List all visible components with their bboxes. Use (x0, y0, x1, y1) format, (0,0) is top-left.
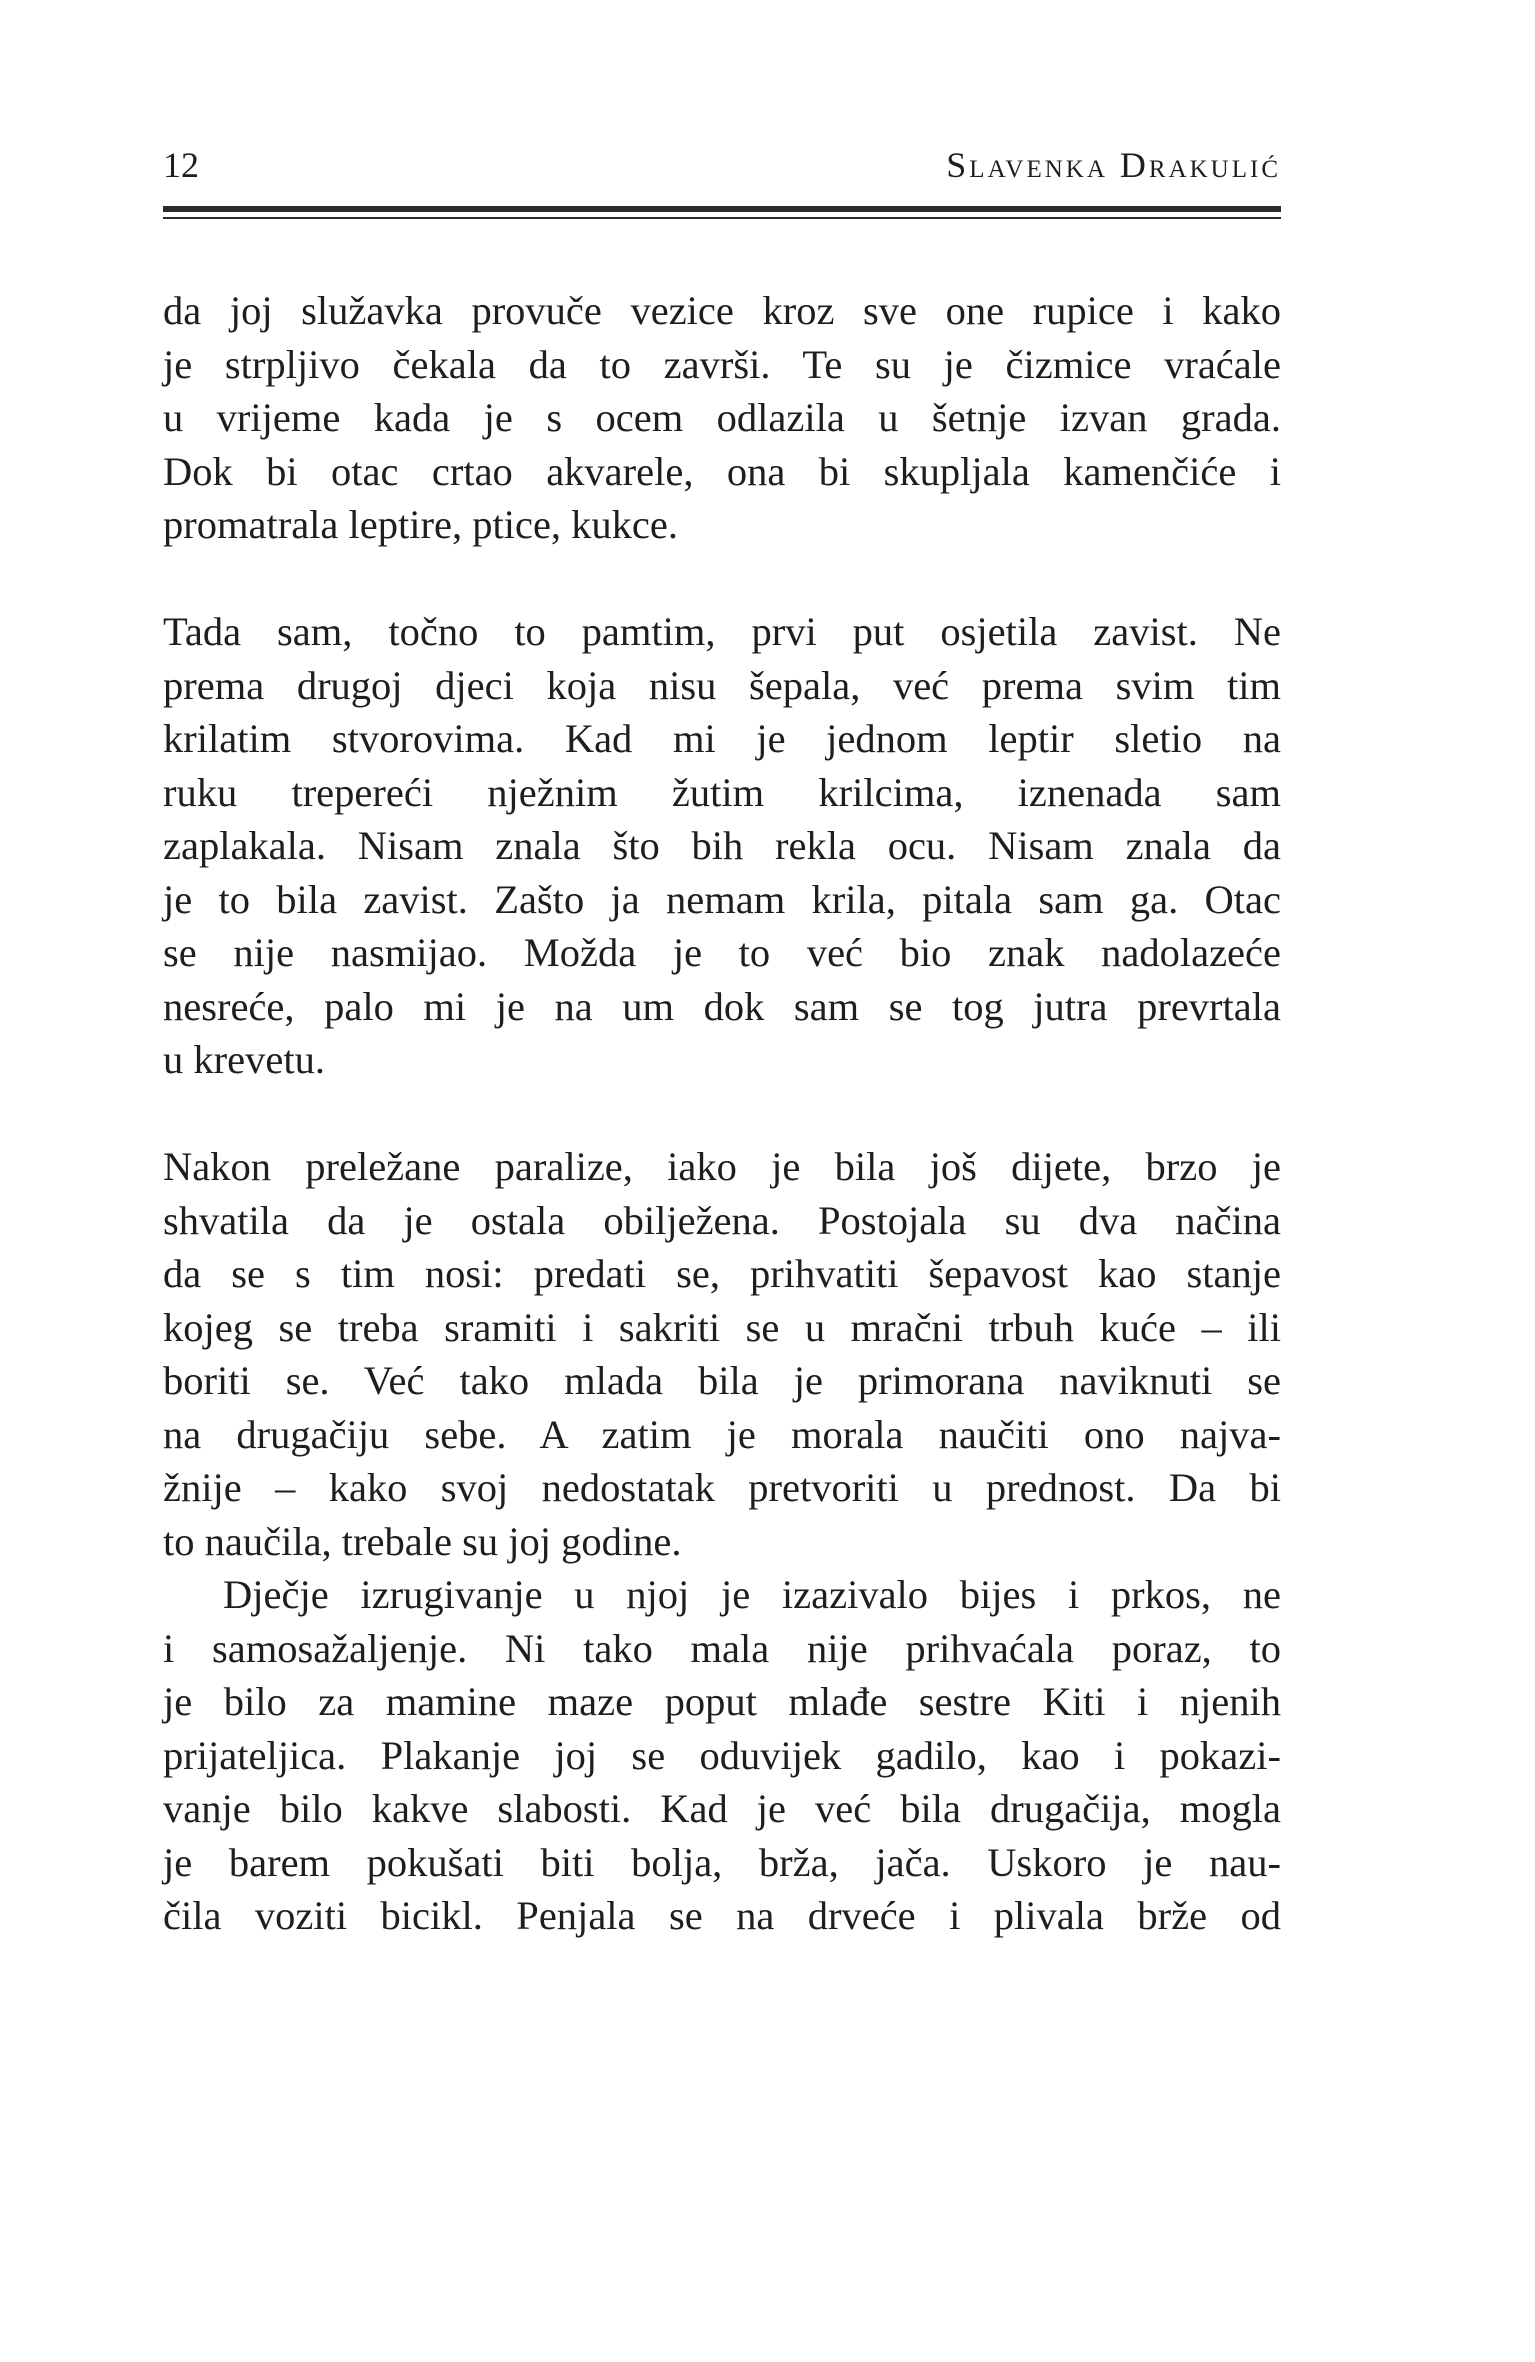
text-line: boriti se. Već tako mlada bila je primorana naviknuti se (163, 1358, 1281, 1403)
text-line: se nije nasmijao. Možda je to već bio znak nadolazeće (163, 930, 1281, 975)
page-number: 12 (163, 145, 199, 185)
text-line: to naučila, trebale su joj godine. (163, 1518, 682, 1564)
text-line: ruku trepereći nježnim žutim krilcima, iznenada sam (163, 769, 1281, 815)
text-line: Nakon preležane paralize, iako je bila još dijete, brzo je (163, 1144, 1281, 1189)
text-line: da se s tim nosi: predati se, prihvatiti šepavost kao stanje (163, 1251, 1281, 1296)
text-line: kojeg se treba sramiti i sakriti se u mračni trbuh kuće – ili (163, 1304, 1281, 1350)
text-line: krilatim stvorovima. Kad mi je jednom leptir sletio na (163, 716, 1281, 761)
text-line: prema drugoj djeci koja nisu šepala, već prema svim tim (163, 662, 1281, 708)
paragraph (163, 1140, 1281, 1568)
header-rule-thin (163, 217, 1281, 219)
header-rule-thick (163, 206, 1281, 212)
text-line: prijateljica. Plakanje joj se oduvijek gadilo, kao i pokazi- (163, 1732, 1281, 1778)
text-line: promatrala leptire, ptice, kukce. (163, 502, 679, 547)
paragraph (163, 1568, 1281, 1943)
text-line: zaplakala. Nisam znala što bih rekla ocu. Nisam znala da (163, 823, 1281, 868)
page-header (163, 140, 1281, 190)
text-line: shvatila da je ostala obilježena. Postojala su dva načina (163, 1197, 1281, 1243)
text-line: u vrijeme kada je s ocem odlazila u šetnje izvan grada. (163, 395, 1281, 440)
paragraph (163, 284, 1281, 552)
text-line: je strpljivo čekala da to završi. Te su je čizmice vraćale (163, 341, 1281, 387)
text-line: žnije – kako svoj nedostatak pretvoriti u prednost. Da bi (163, 1465, 1281, 1510)
paragraph-gap (163, 552, 1281, 606)
text-line: i samosažaljenje. Ni tako mala nije prihvaćala poraz, to (163, 1625, 1281, 1671)
paragraph-gap (163, 1087, 1281, 1141)
text-line: Tada sam, točno to pamtim, prvi put osjetila zavist. Ne (163, 609, 1281, 654)
text-line: nesreće, palo mi je na um dok sam se tog jutra prevrtala (163, 983, 1281, 1029)
text-line: vanje bilo kakve slabosti. Kad je već bila drugačija, mogla (163, 1786, 1281, 1831)
text-line: Dječje izrugivanje u njoj je izazivalo bijes i prkos, ne (223, 1572, 1281, 1617)
body-text (163, 284, 1281, 1943)
text-line: čila voziti bicikl. Penjala se na drveće i plivala brže od (163, 1893, 1281, 1938)
text-line: je to bila zavist. Zašto ja nemam krila, pitala sam ga. Otac (163, 876, 1281, 922)
running-head-author: Slavenka Drakulić (946, 145, 1281, 185)
text-line: da joj služavka provuče vezice kroz sve one rupice i kako (163, 288, 1281, 333)
text-line: je barem pokušati biti bolja, brža, jača. Uskoro je nau- (163, 1839, 1281, 1885)
text-line: je bilo za mamine maze poput mlađe sestre Kiti i njenih (163, 1679, 1281, 1724)
text-line: u krevetu. (163, 1037, 325, 1082)
paragraph (163, 605, 1281, 1087)
text-line: Dok bi otac crtao akvarele, ona bi skupljala kamenčiće i (163, 448, 1281, 494)
text-line: na drugačiju sebe. A zatim je morala naučiti ono najva- (163, 1411, 1281, 1457)
